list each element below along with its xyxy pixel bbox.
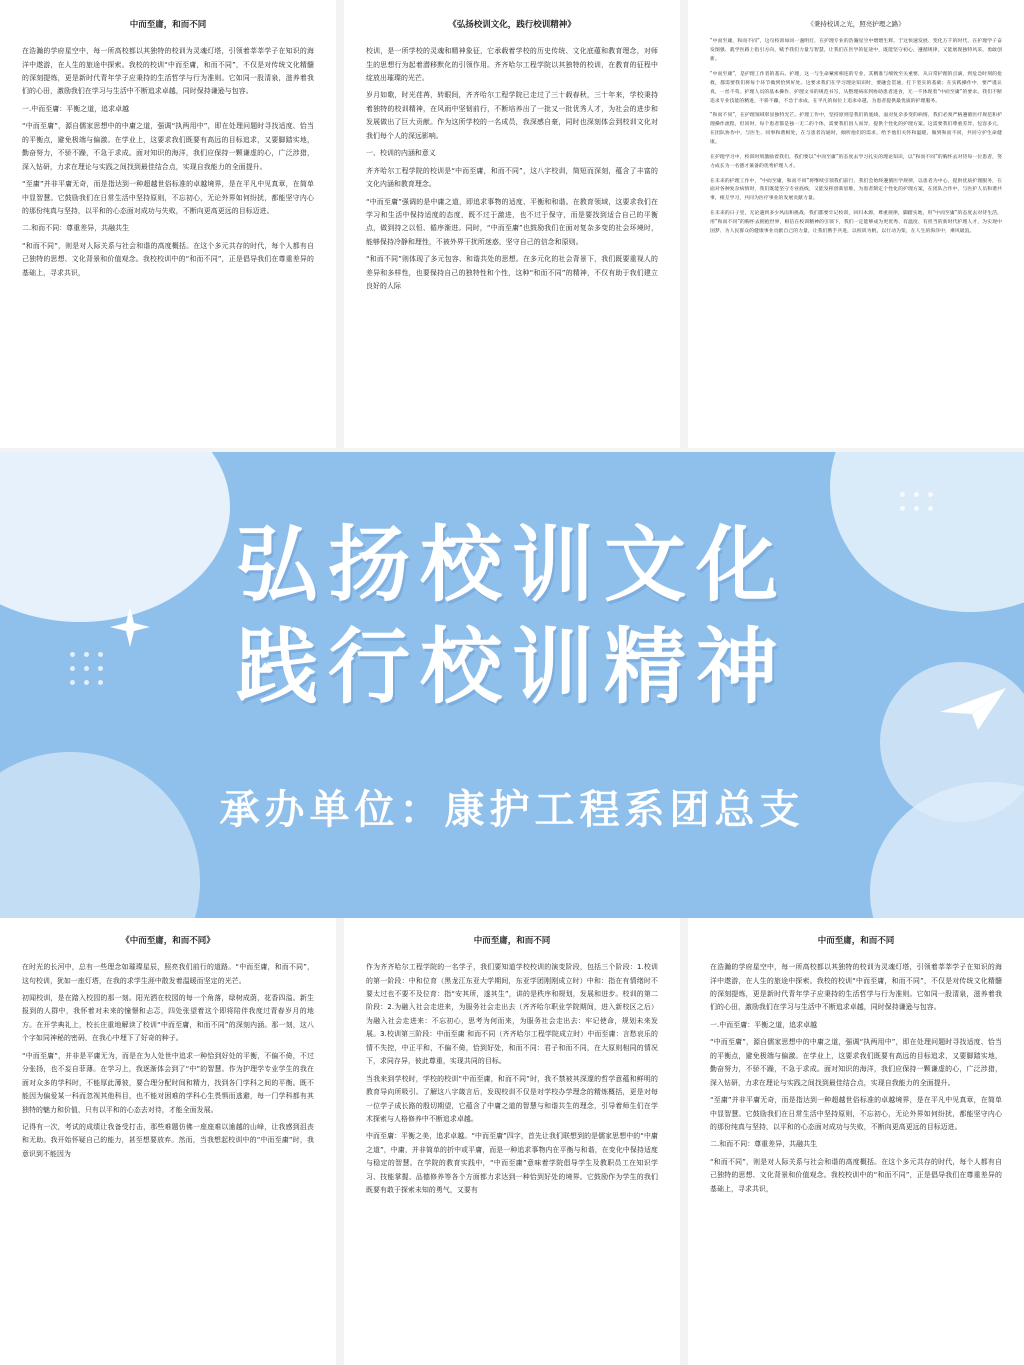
doc-page-top-right bbox=[688, 0, 1024, 448]
paragraph: 岁月如歌，时光荏苒，转眼间，齐齐哈尔工程学院已走过了三十载春秋，三十年来，学校秉持着独特的校训精神，在风雨中坚韧前行，不断培养出了一批又一批优秀人才，为社会的进步和发展做出了巨大贡献。作为这所学校的一名成员，我深感自豪，同时也深刻体会到校训文化对我们每个人的深远影响。 bbox=[366, 91, 658, 140]
doc-page-bottom-right bbox=[688, 918, 1024, 1365]
paragraph: “至庸”并非平庸无奇，而是指达到一种超越世俗标准的卓越境界，是在平凡中见真章，在简单中显智慧。它鼓励我们在日常生活中坚持原则，不忘初心，无论外界如何纷扰，都能坚守内心的那份纯真与坚持，以平和的心态面对成功与失败，不断向更高更远的目标迈进。 bbox=[22, 180, 314, 216]
paragraph: 中而至庸：平衡之美，追求卓越。“中而至庸”四字，首先让我们联想到的是儒家思想中的“中庸之道”，中庸，并非简单的折中或平庸，而是一种追求事物内在平衡与和谐，在变化中保持适度与稳定的智慧。在学院的教育实践中，“中而至庸”意味着学院倡导学生及教职员工在知识学习、技能掌握、品德修养等各个方面都力求达到一种恰到好处的境界。它鼓励作为学生的我们既要有敢于探索未知的勇气，又要有 bbox=[366, 1132, 658, 1195]
banner-headline-line2: 践行校训精神 bbox=[235, 620, 788, 715]
paragraph: “和而不同”，则是对人际关系与社会和谐的高度概括。在这个多元共存的时代，每个人都有自己独特的思想、文化背景和价值观念。我校校训中的“和而不同”，正是倡导我们在尊重差异的基础上，寻求共识， bbox=[710, 1157, 1002, 1193]
page-body bbox=[366, 45, 658, 294]
page-title: 中而至庸，和而不同 bbox=[817, 936, 895, 946]
paragraph: “中而至庸”，源自儒家思想中的中庸之道，强调“执两用中”，即在处理问题时寻找适度、恰当的平衡点，避免极端与偏激。在学业上，这要求我们既要有高远的目标追求，又要脚踏实地，勤奋努力，不骄不躁，不急于求成。面对知识的海洋，我们应保持一颗谦虚的心，广泛涉猎，深入钻研，力求在理论与实践之间找到最佳结合点，实现自我能力的全面提升。 bbox=[22, 122, 314, 171]
paragraph: “中而至庸”，并非是平庸无为，而是在为人处世中追求一种恰到好处的平衡，不偏不倚，不过分张扬，也不妄自菲薄。在学习上，我逐渐体会到了“中”的智慧。作为护理学专业学生的我在面对众多的学科时，不能厚此薄彼，要合理分配时间和精力，找到各门学科之间的平衡。既不能因为偏爱某一科而忽视其他科目，也不能对困难的学科心生畏惧而逃避，每一门学科都有其独特的魅力和价值，只有以平和的心态去对待，才能全面发展。 bbox=[22, 1051, 314, 1114]
paragraph: “和而不同”，在护理领域彰显独特光芒。护理工作中，坚持原则是我们的底线，面对复杂多变的病情，我们必须严格遵循医疗规范和护理操作流程，但同时，每个患者都是独一无二的个体，需要我们因人而异，提供个性化的护理方案。这需要我们尊重差异，包容多元，在团队协作中，与医生、同事和谐相处，在与患者沟通时，倾听他们的需求，给予他们关怀和温暖，做到和而不同，共同守护生命健康。 bbox=[710, 113, 1002, 146]
paragraph: 在浩瀚的学府星空中，每一所高校都以其独特的校训为灵魂灯塔，引领着莘莘学子在知识的海洋中遨游，在人生的旅途中探索。我校的校训“中而至庸，和而不同”，不仅是对传统文化精髓的深刻提炼，更是新时代青年学子应秉持的生活哲学与行为准则。它如同一股清泉，滋养着我们的心田，激励我们在学习与生活中不断追求卓越，同时保持谦逊与包容。 bbox=[710, 963, 1002, 1012]
paragraph: 初闻校训，是在踏入校园的那一刻。阳光洒在校园的每一个角落，绿树成荫，花香四溢。新生报到的人群中，我怀着对未来的憧憬和忐忑，四处张望着这个即将陪伴我度过青春岁月的地方。在开学典礼上，校长庄重地解读了校训“中而至庸，和而不同”的深刻内涵。那一刻，这八个字如同神秘的密码，在我心中埋下了好奇的种子。 bbox=[22, 993, 314, 1043]
page-body bbox=[710, 38, 1002, 236]
paragraph: 二.和而不同：尊重差异，共融共生 bbox=[710, 1140, 818, 1149]
paragraph: “和而不同”，则是对人际关系与社会和谐的高度概括。在这个多元共存的时代，每个人都有自己独特的思想、文化背景和价值观念。我校校训中的“和而不同”，正是倡导我们在尊重差异的基础上，寻求共识， bbox=[22, 241, 314, 277]
top-pages-row bbox=[0, 0, 1024, 452]
paragraph: 一.中而至庸：平衡之道，追求卓越 bbox=[710, 1020, 818, 1029]
page-body bbox=[22, 961, 314, 1161]
paragraph: “中而至庸，和而不同”，这句校训如同一盏明灯，在护理专业的浩瀚星空中熠熠生辉，于这快速发展、变化万千的时代，在护理学子奋发图强、就学医路上指引方向，赋予我们力量与智慧，让我们在医学的征途中，既能坚守初心，遵循规律，又能展现独特风采，勇敢创新。 bbox=[710, 39, 1002, 63]
doc-page-top-left bbox=[0, 0, 336, 448]
paragraph: 在未来的日子里，无论遇到多少风雨和挑战，我们都要牢记校训，回归本源，尊重规律，脚踏实地，用“中而至庸”的态度去对待生活，用“和而不同”的胸怀去拥抱世界，相信在校训精神的引领下，我们一定能够成为更优秀、有温度、有担当的新时代护理人才，为实现中国梦、为人民群众的健康事业贡献自己的力量，让我们携手共进，以校训为帆，以行动为桨，在人生的海洋中，乘风破浪。 bbox=[710, 211, 1002, 234]
paragraph: 一、校训的内涵和意义 bbox=[366, 149, 436, 158]
doc-page-bottom-left bbox=[0, 918, 336, 1365]
paragraph: 在护理学习中，校训时刻激励着我们，我们要以“中而至庸”的态度去学习扎实的理论知识，以“和而不同”的胸怀去对待每一位患者，努力成长为一名德才兼备的优秀护理人才。 bbox=[710, 154, 1002, 169]
doc-page-top-middle bbox=[344, 0, 680, 448]
paragraph: 记得有一次，考试的成绩让我备受打击，那些难题仿佛一座座难以逾越的山峰，让我感到沮丧和无助。我开始怀疑自己的能力，甚至想要放弃。然而，当我想起校训中的“中而至庸”时，我意识到不能因为 bbox=[22, 1123, 314, 1158]
paragraph: 在未来的护理工作中，“中而至庸，和而不同”将继续引领我们前行，我们会始终遵循医学规律，以患者为中心，提供优质护理服务，在面对各种复杂病情时，我们既能坚守专业底线，又能发挥创新思维，为患者制定个性化的护理方案，在团队合作中，与医护人员和谐共事，相互学习，共同为医疗事业的发展贡献力量。 bbox=[710, 178, 1002, 202]
paragraph: “和而不同”则体现了多元包容、和谐共处的思想。在多元化的社会背景下，我们既要重视人的差异和多样性，也要保持自己的独特性和个性，这种“和而不同”的精神，不仅有助于我们建立良好的人际 bbox=[366, 255, 658, 291]
paragraph: 在时光的长河中，总有一些理念如璀璨星辰，照亮我们前行的道路。“中而至庸，和而不同”，这句校训，犹如一座灯塔，在我的求学生涯中散发着温暖而坚定的光芒。 bbox=[22, 963, 314, 985]
doc-page-bottom-middle bbox=[344, 918, 680, 1365]
page-body bbox=[22, 45, 314, 280]
paragraph: “中而至庸”，源自儒家思想中的中庸之道，强调“执两用中”，即在处理问题时寻找适度、恰当的平衡点，避免极端与偏激。在学业上，这要求我们既要有高远的目标追求，又要脚踏实地，勤奋努力，不骄不躁，不急于求成。面对知识的海洋，我们应保持一颗谦虚的心，广泛涉猎，深入钻研，力求在理论与实践之间找到最佳结合点，实现自我能力的全面提升。 bbox=[710, 1038, 1002, 1087]
page-title: 《中而至庸，和而不同》 bbox=[121, 936, 215, 946]
banner-organizer: 承办单位：康护工程系团总支 bbox=[219, 787, 805, 833]
paragraph: 校训，是一所学校的灵魂和精神象征，它承载着学校的历史传统、文化底蕴和教育理念，对师生的思想行为起着潜移默化的引领作用。齐齐哈尔工程学院以其独特的校训，在教育的征程中绽放出璀璨的光芒。 bbox=[366, 47, 658, 82]
paragraph: 当我来到学校时，学校的校训“中而至庸，和而不同”时，我不禁被其深邃的哲学意蕴和鲜明的教育导向所吸引。了解这八字箴言后，发现校训不仅是对学校办学理念的精炼概括，更是对每一位学子成长路的殷切期望，它蕴含了中庸之道的智慧与和谐共生的理念，引导着师生们在学术探索与人格修养中不断追求卓越。 bbox=[366, 1074, 658, 1124]
paper-plane-icon bbox=[938, 684, 1008, 734]
page-title: 《弘扬校训文化，践行校训精神》 bbox=[448, 20, 576, 30]
page-body bbox=[366, 961, 658, 1198]
page-title: 《秉持校训之光，照亮护理之路》 bbox=[807, 20, 905, 28]
event-banner bbox=[0, 452, 1024, 918]
paragraph: 作为齐齐哈尔工程学院的一名学子，我们要知道学校校训的演变阶段，包括三个阶段：1.校训的第一阶段：中和位育（黑龙江东亚大学期间，东亚学团刚刚成立时）中和：指在有情绪时不要太过也不要不及位育：指“安其所，遂其生”，讲的是秩序和规划，发展和进步。校训的第二阶段：2.为融入社会走进来，为服务社会走出去（齐齐哈尔职业学院期间，进入新校区之后）为融入社会走进来：不忘初心，思考为何而来，为服务社会走出去：牢记使命，规划未来发展。3.校训第三阶段：中而至庸 和而不同（齐齐哈尔工程学院成立时）中而至庸：言愁哀乐的情不失控，中正平和，不偏不倚，恰到好处，和而不同：君子和而不同，在大原则相同的情况下，求同存异，彼此尊重，实现共同的目标。 bbox=[366, 963, 658, 1066]
paragraph: “中而至庸”强调的是中庸之道，即追求事物的适度、平衡和和谐。在教育领域，这要求我们在学习和生活中保持适度的态度，既不过于激进，也不过于保守，而是要找到适合自己的平衡点，做到持之以恒、循序渐进。同时，“中而至庸”也鼓励我们在面对复杂多变的社会环境时，能够保持冷静和理性，不被外界干扰所迷惑，坚守自己的信念和原则。 bbox=[366, 197, 658, 246]
page-title: 中而至庸，和而不同 bbox=[473, 936, 551, 946]
paragraph: “中而至庸”，是护理工作者的基石。护理，这一与生命紧密相连的专业，其精准与细致至关重要，从日常护理的点滴，到危急时刻的抢救，都需要我们将每个环节做到恰到好处。这要求我们在学习理论知识时，要融会贯通，打下坚实的基础；在实践操作中，要严谨认真，一丝不苟。护理人员的基本操作、护理文书的规范书写，从整理病床到协助患者进食，无一不体现着“中而至庸”的要求。我们不断追求专业技能的精进，不骄不躁，不急于求成，在平凡的岗位上追求卓越，为患者提供最优质的护理服务。 bbox=[710, 72, 1002, 104]
paragraph: 在浩瀚的学府星空中，每一所高校都以其独特的校训为灵魂灯塔，引领着莘莘学子在知识的海洋中遨游，在人生的旅途中探索。我校的校训“中而至庸，和而不同”，不仅是对传统文化精髓的深刻提炼，更是新时代青年学子应秉持的生活哲学与行为准则。它如同一股清泉，滋养着我们的心田，激励我们在学习与生活中不断追求卓越，同时保持谦逊与包容。 bbox=[22, 47, 314, 96]
paragraph: 齐齐哈尔工程学院的校训是“中而至庸，和而不同”，这八字校训，简短而深刻，蕴含了丰富的文化内涵和教育理念。 bbox=[366, 166, 658, 189]
paragraph: 一.中而至庸：平衡之道，追求卓越 bbox=[22, 104, 130, 113]
banner-cloud bbox=[0, 752, 200, 918]
banner-headline-line1: 弘扬校训文化 bbox=[235, 518, 788, 613]
page-body bbox=[710, 961, 1002, 1196]
paragraph: 二.和而不同：尊重差异，共融共生 bbox=[22, 224, 130, 233]
bottom-pages-row bbox=[0, 918, 1024, 1365]
paragraph: “至庸”并非平庸无奇，而是指达到一种超越世俗标准的卓越境界，是在平凡中见真章，在简单中显智慧。它鼓励我们在日常生活中坚持原则，不忘初心，无论外界如何纷扰，都能坚守内心的那份纯真与坚持，以平和的心态面对成功与失败，不断向更高更远的目标迈进。 bbox=[710, 1096, 1002, 1132]
page-title: 中而至庸，和而不同 bbox=[129, 20, 207, 30]
